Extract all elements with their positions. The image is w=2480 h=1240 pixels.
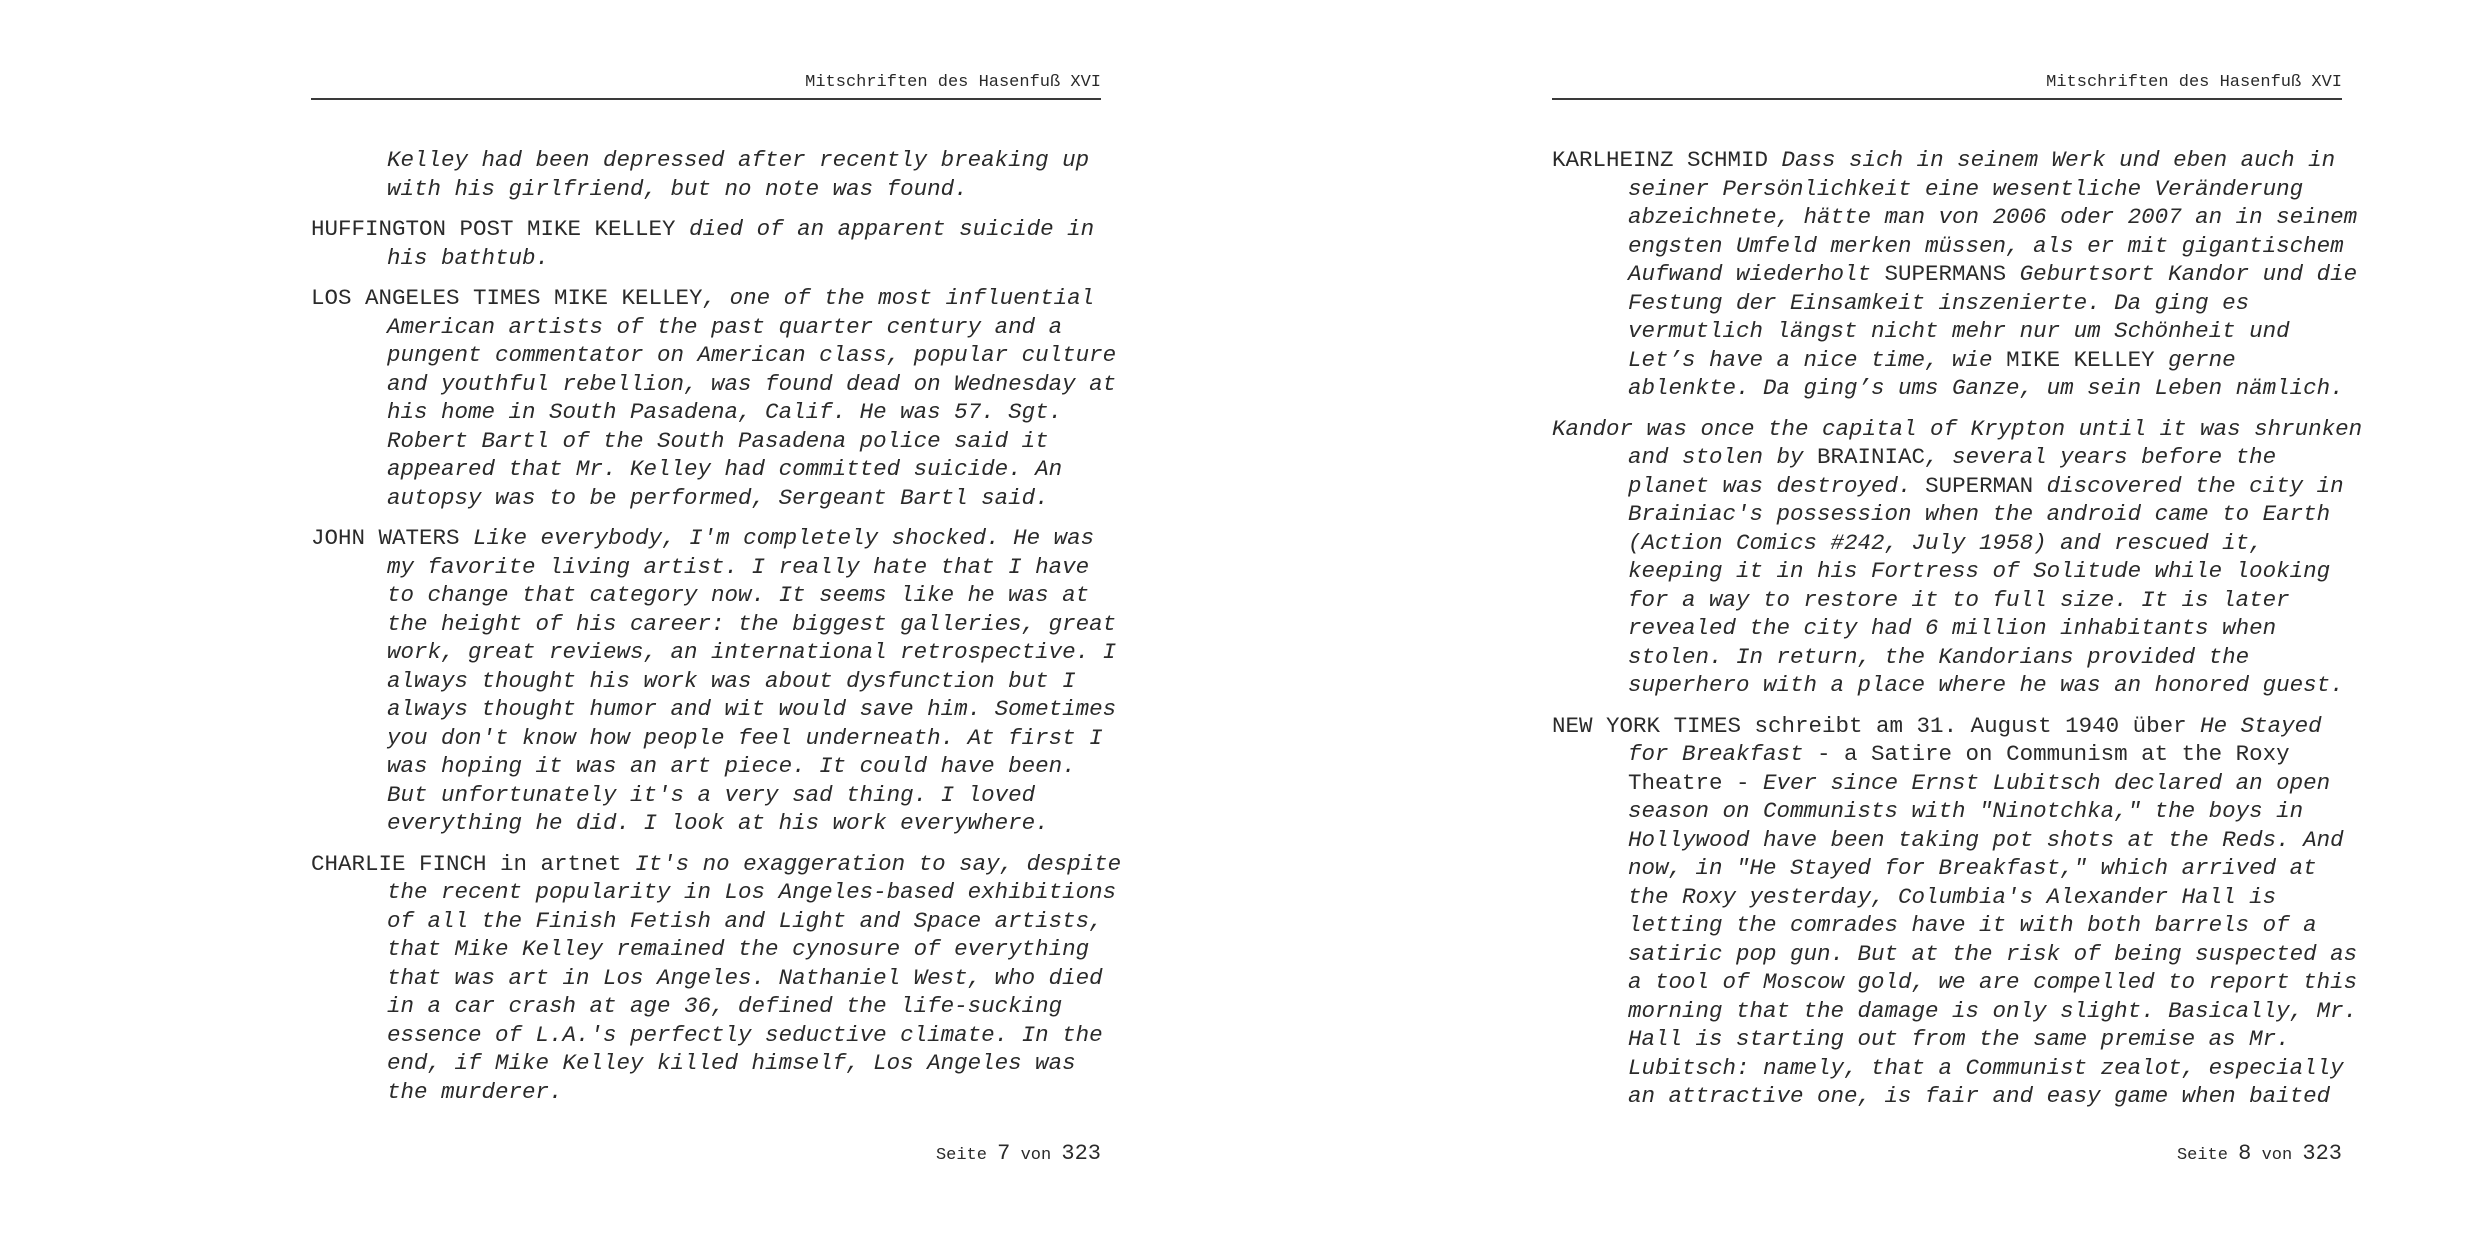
text-line — [1552, 911, 2352, 940]
paragraph — [311, 524, 1117, 838]
text-segment: my favorite living artist. I really hate that I have — [387, 553, 1090, 580]
page-total: 323 — [2302, 1141, 2342, 1166]
text-segment: that Mike Kelley remained the cynosure of everything — [387, 936, 1090, 962]
text-line — [311, 907, 1111, 936]
text-segment: letting the comrades have it with both barrels of a — [1628, 912, 2317, 938]
text-line — [1552, 854, 2352, 883]
text-segment: season on Communists with "Ninotchka," the boys in — [1628, 798, 2304, 824]
page-number: 7 — [997, 1141, 1011, 1166]
page-body — [1552, 146, 2363, 1123]
text-segment: end, if Mike Kelley killed himself, Los Angeles was — [387, 1050, 1076, 1076]
text-segment: abzeichnete, hätte man von 2006 oder 2007 an in seinem — [1628, 204, 2358, 230]
text-segment: revealed the city had 6 million inhabitants when — [1628, 615, 2277, 641]
paragraph — [311, 284, 1117, 512]
text-line — [1552, 317, 2352, 346]
text-segment: an attractive one, is fair and easy game when baited — [1628, 1083, 2331, 1109]
text-segment: But unfortunately it's a very sad thing. I loved — [387, 781, 1036, 808]
text-segment: the height of his career: the biggest galleries, great — [387, 610, 1117, 637]
page-number: 8 — [2238, 1141, 2252, 1166]
text-line — [311, 581, 1111, 610]
text-segment: for Breakfast — [1628, 741, 1804, 767]
page-footer — [311, 1140, 1101, 1170]
text-segment: Geburtsort Kandor und die — [2019, 261, 2358, 287]
text-segment: seiner Persönlichkeit eine wesentliche Veränderung — [1628, 175, 2304, 202]
text-line — [1552, 374, 2352, 403]
paragraph — [311, 146, 1111, 203]
text-line — [1552, 1054, 2352, 1083]
text-line — [311, 935, 1111, 964]
text-segment: It's no exaggeration to say, despite — [635, 850, 1122, 877]
text-line — [1552, 415, 2363, 444]
text-segment: always thought his work was about dysfunction but I — [387, 667, 1076, 694]
text-line — [1552, 500, 2352, 529]
text-line — [1552, 643, 2352, 672]
text-line — [311, 1078, 1111, 1107]
text-segment: Like everybody, I'm completely shocked. He was — [473, 525, 1095, 551]
text-line — [311, 215, 1111, 244]
text-segment: CHARLIE FINCH in artnet — [311, 850, 636, 877]
text-line — [311, 1021, 1111, 1050]
text-line — [311, 370, 1117, 399]
text-segment: , several years before the — [1925, 444, 2277, 470]
text-line — [311, 878, 1117, 907]
text-segment: SUPERMAN — [1925, 472, 2047, 499]
text-segment: Hall is starting out from the same premise as Mr. — [1628, 1026, 2290, 1052]
text-segment: morning that the damage is only slight. Basically, Mr. — [1628, 997, 2358, 1024]
text-line — [311, 695, 1117, 724]
text-segment: Kandor was once the capital of Krypton until it was shrunken — [1552, 415, 2363, 442]
text-segment: Aufwand wiederholt — [1628, 261, 1885, 287]
text-line — [311, 146, 1111, 175]
text-line — [311, 638, 1117, 667]
text-segment: the murderer. — [387, 1078, 563, 1105]
text-segment: and stolen by — [1628, 444, 1818, 470]
text-line — [1552, 997, 2358, 1026]
running-header: Mitschriften des Hasenfuß XVI — [1552, 72, 2342, 100]
text-line — [311, 455, 1111, 484]
text-segment: MIKE KELLEY — [2006, 346, 2169, 373]
text-line — [311, 724, 1111, 753]
text-segment: that was art in Los Angeles. Nathaniel West, who died — [387, 964, 1103, 991]
text-line — [311, 964, 1111, 993]
text-line — [1552, 260, 2358, 289]
text-segment: his home in South Pasadena, Calif. He was 57. Sgt. — [387, 399, 1063, 425]
text-line — [311, 667, 1111, 696]
text-line — [311, 610, 1117, 639]
text-segment: work, great reviews, an international retrospective. I — [387, 639, 1117, 665]
text-segment: BRAINIAC — [1817, 444, 1926, 470]
text-line — [311, 752, 1111, 781]
text-line — [311, 427, 1111, 456]
text-segment: American artists of the past quarter century and a — [387, 313, 1063, 340]
text-line — [311, 244, 1111, 273]
page-total: 323 — [1061, 1141, 1101, 1166]
page-of-word: von — [2261, 1146, 2293, 1165]
text-segment: the recent popularity in Los Angeles-based exhibitions — [387, 879, 1117, 905]
text-line — [311, 553, 1111, 582]
text-line — [1552, 443, 2352, 472]
text-segment: with his girlfriend, but no note was found. — [387, 175, 968, 202]
text-segment: superhero with a place where he was an honored guest. — [1628, 672, 2344, 698]
text-segment: in a car crash at age 36, defined the life-sucking — [387, 993, 1063, 1019]
text-line — [1552, 146, 2352, 175]
text-segment: , one of the most influential — [702, 285, 1095, 311]
text-segment: ablenkte. Da ging’s ums Ganze, um sein Leben nämlich. — [1628, 375, 2344, 401]
text-line — [1552, 940, 2358, 969]
text-line — [1552, 671, 2352, 700]
text-line — [311, 313, 1111, 342]
paragraph — [1552, 415, 2363, 700]
text-segment: now, in "He Stayed for Breakfast," which arrived at — [1628, 855, 2317, 881]
text-segment: HUFFINGTON POST MIKE KELLEY — [311, 216, 690, 242]
text-segment: (Action Comics #242, July 1958) and rescued it, — [1628, 529, 2263, 556]
paragraph — [311, 850, 1122, 1107]
text-line — [311, 484, 1111, 513]
text-segment: satiric pop gun. But at the risk of being suspected as — [1628, 940, 2358, 967]
text-segment: died of an apparent suicide in — [689, 216, 1095, 242]
text-segment: always thought humor and wit would save him. Sometimes — [387, 696, 1117, 722]
text-segment: Theatre - — [1628, 769, 1764, 796]
text-line — [311, 992, 1111, 1021]
text-segment: was hoping it was an art piece. It could have been. — [387, 753, 1076, 779]
text-line — [311, 809, 1111, 838]
text-segment: of all the Finish Fetish and Light and Space artists, — [387, 907, 1103, 934]
text-line — [1552, 614, 2352, 643]
text-line — [311, 175, 1111, 204]
text-segment: his bathtub. — [387, 244, 550, 271]
paragraph — [311, 215, 1111, 272]
text-segment: Robert Bartl of the South Pasadena police said it — [387, 427, 1049, 454]
text-segment: and youthful rebellion, was found dead on Wednesday at — [387, 370, 1117, 397]
text-segment: LOS ANGELES TIMES MIKE KELLEY — [311, 285, 703, 311]
text-segment: to change that category now. It seems like he was at — [387, 582, 1090, 608]
text-segment: engsten Umfeld merken müssen, als er mit gigantischem — [1628, 232, 2344, 259]
text-line — [1552, 557, 2352, 586]
text-segment: - a Satire on Communism at the Roxy — [1803, 741, 2290, 767]
text-segment: SUPERMANS — [1884, 261, 2020, 287]
text-segment: essence of L.A.'s perfectly seductive climate. In the — [387, 1021, 1103, 1048]
right-page — [1240, 0, 2480, 1240]
text-segment: everything he did. I look at his work everywhere. — [387, 810, 1049, 836]
paragraph — [1552, 146, 2358, 403]
text-line — [1552, 797, 2352, 826]
text-line — [1552, 883, 2352, 912]
text-segment: the Roxy yesterday, Columbia's Alexander Hall is — [1628, 883, 2277, 910]
text-line — [1552, 529, 2352, 558]
page-body — [311, 146, 1122, 1118]
text-segment: you don't know how people feel underneath. At first I — [387, 724, 1103, 751]
text-line — [1552, 769, 2352, 798]
text-segment: He Stayed — [2200, 712, 2322, 739]
text-segment: NEW YORK TIMES schreibt am 31. August 1940 über — [1552, 712, 2201, 739]
text-segment: Lubitsch: namely, that a Communist zealot, especially — [1628, 1054, 2344, 1081]
text-segment: for a way to restore it to full size. It is later — [1628, 586, 2290, 613]
text-segment: autopsy was to be performed, Sergeant Bartl said. — [387, 484, 1049, 511]
text-line — [1552, 740, 2352, 769]
text-segment: JOHN WATERS — [311, 525, 474, 551]
text-segment: pungent commentator on American class, popular culture — [387, 342, 1117, 368]
text-segment: discovered the city in — [2046, 472, 2344, 499]
text-segment: Ever since Ernst Lubitsch declared an open — [1763, 769, 2331, 796]
text-line — [311, 341, 1117, 370]
text-line — [1552, 232, 2352, 261]
text-line — [1552, 472, 2352, 501]
running-header: Mitschriften des Hasenfuß XVI — [311, 72, 1101, 100]
text-segment: keeping it in his Fortress of Solitude while looking — [1628, 558, 2331, 584]
text-line — [1552, 175, 2352, 204]
text-segment: Festung der Einsamkeit inszenierte. Da ging es — [1628, 289, 2250, 316]
text-line — [311, 850, 1122, 879]
text-segment: Hollywood have been taking pot shots at the Reds. And — [1628, 826, 2344, 853]
text-line — [311, 524, 1111, 553]
text-segment: stolen. In return, the Kandorians provided the — [1628, 643, 2250, 670]
page-of-word: von — [1020, 1146, 1052, 1165]
text-segment: a tool of Moscow gold, we are compelled to report this — [1628, 969, 2358, 995]
text-line — [1552, 346, 2352, 375]
text-line — [1552, 1082, 2352, 1111]
text-line — [1552, 289, 2352, 318]
text-line — [1552, 712, 2352, 741]
page-word: Seite — [935, 1146, 987, 1165]
text-segment: Dass sich in seinem Werk und eben auch in — [1781, 147, 2336, 173]
text-line — [311, 1049, 1111, 1078]
text-line — [1552, 968, 2358, 997]
text-line — [1552, 203, 2358, 232]
text-line — [311, 398, 1111, 427]
text-segment: planet was destroyed. — [1628, 472, 1926, 499]
text-segment: appeared that Mr. Kelley had committed suicide. An — [387, 456, 1063, 482]
text-segment: Let’s have a nice time, wie — [1628, 346, 2007, 373]
text-segment: KARLHEINZ SCHMID — [1552, 147, 1782, 173]
text-line — [1552, 826, 2352, 855]
text-line — [311, 284, 1111, 313]
text-segment: vermutlich längst nicht mehr nur um Schönheit und — [1628, 318, 2290, 344]
text-line — [1552, 1025, 2352, 1054]
text-line — [311, 781, 1111, 810]
text-segment: gerne — [2168, 346, 2236, 373]
text-segment: Brainiac's possession when the android came to Earth — [1628, 501, 2331, 527]
paragraph — [1552, 712, 2358, 1111]
page-footer — [1552, 1140, 2342, 1170]
page-word: Seite — [2176, 1146, 2228, 1165]
text-segment: Kelley had been depressed after recently breaking up — [387, 147, 1090, 173]
text-line — [1552, 586, 2352, 615]
